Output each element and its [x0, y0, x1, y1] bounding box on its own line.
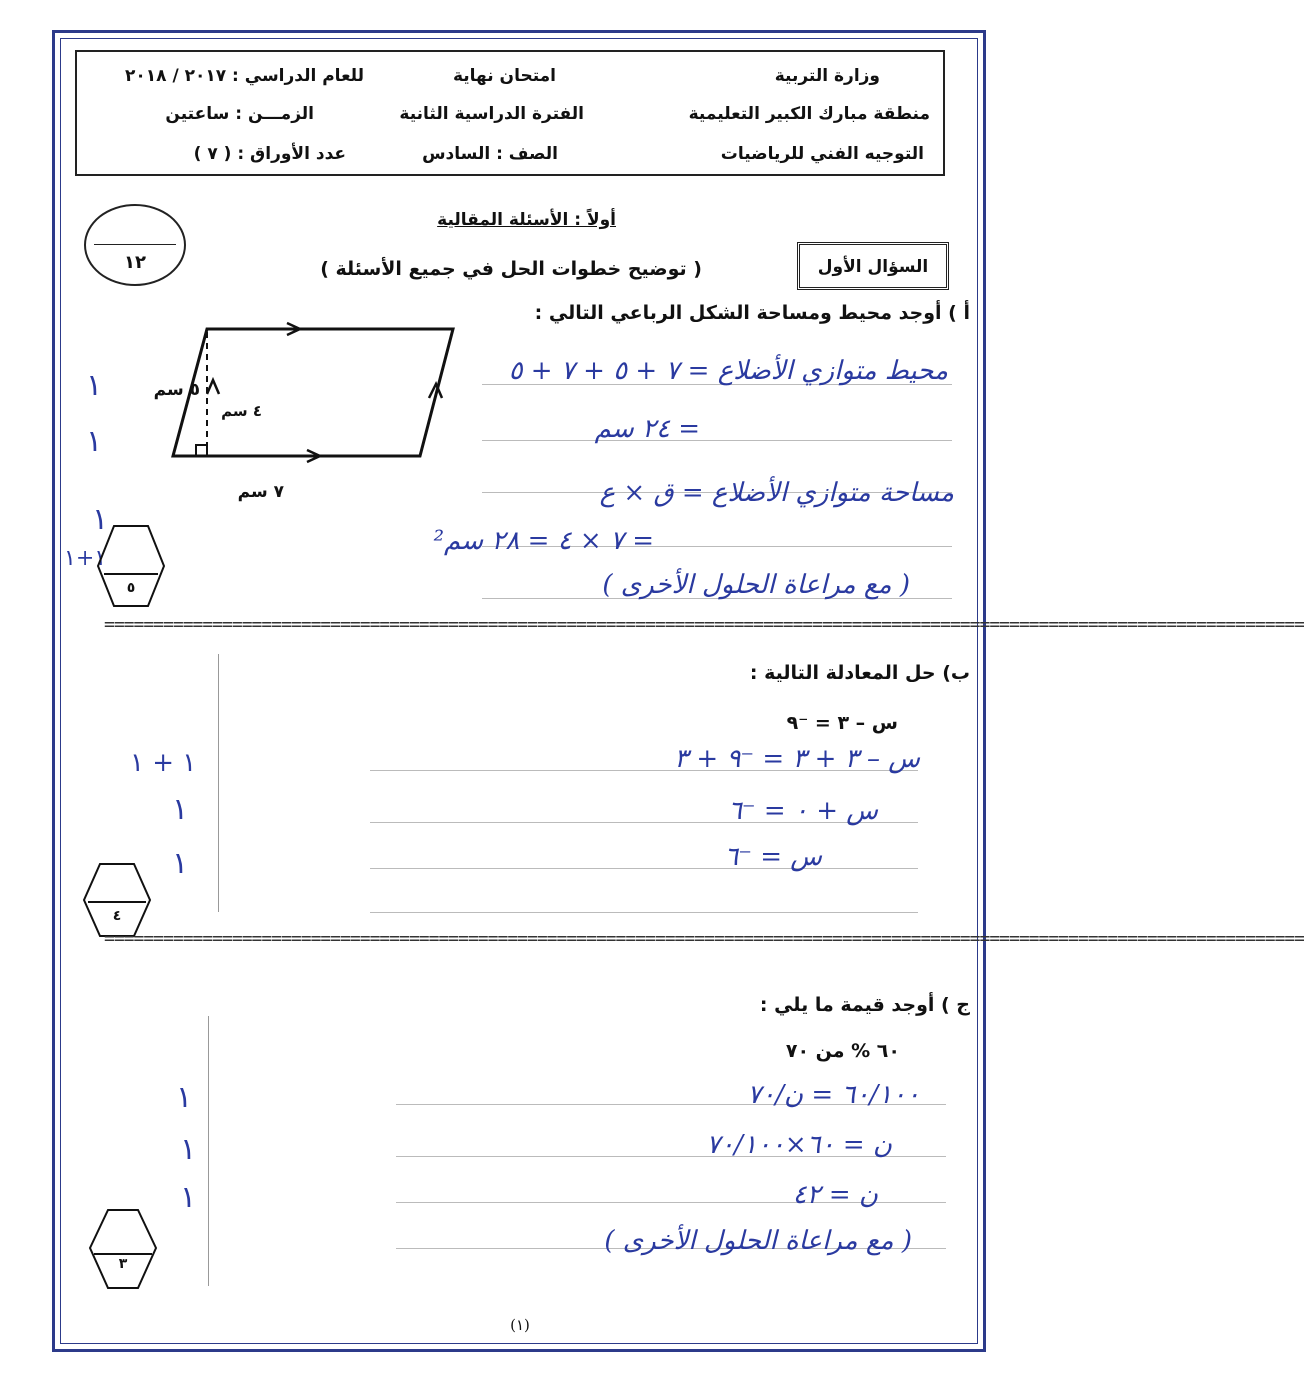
score-c: ٣: [118, 1256, 128, 1272]
q-b-work-step1: س – ٣ + ٣ = ⁻٩ + ٣: [674, 744, 920, 774]
grading-mark: ١+١: [64, 546, 107, 571]
q-b-work-step2: س + ٠ = ⁻٦: [727, 796, 878, 826]
q-a-note: ( مع مراعاة الحلول الأخرى ): [602, 570, 910, 600]
grading-mark: ١: [86, 424, 103, 459]
answer-line: [370, 912, 918, 913]
question-b-equation: س – ٣ = ⁻٩: [786, 712, 898, 734]
grading-mark: ١: [180, 1132, 197, 1167]
left-side-arrow: [207, 380, 219, 394]
score-hexagon-b: [82, 862, 152, 938]
grading-mark: ١: [86, 368, 103, 403]
page-number: (١): [510, 1316, 530, 1334]
q-c-work-result: ن = ٤٢: [792, 1180, 878, 1210]
grading-mark: ١: [180, 1180, 197, 1215]
exam-title: امتحان نهاية: [452, 66, 556, 86]
question-c-expression: ٦٠ % من ٧٠: [785, 1040, 900, 1062]
answer-line: [482, 440, 952, 441]
question-a-prompt: أ ) أوجد محيط ومساحة الشكل الرباعي التالي :: [534, 302, 970, 324]
margin-line: [208, 1016, 209, 1286]
question-b-prompt: ب) حل المعادلة التالية :: [749, 662, 970, 684]
grading-mark: ١: [92, 502, 109, 537]
height-label: ٤ سم: [221, 402, 262, 420]
grading-mark: ١ + ١: [130, 748, 197, 778]
ministry-label: وزارة التربية: [774, 66, 880, 86]
time-label: الزمـــن : ساعتين: [165, 104, 314, 124]
question-c-prompt: ج ) أوجد قيمة ما يلي :: [759, 994, 970, 1016]
margin-line: [218, 654, 219, 912]
q-c-note: ( مع مراعاة الحلول الأخرى ): [604, 1226, 912, 1256]
parallelogram-shape: [173, 329, 453, 456]
side-length-label: ٥ سم: [153, 380, 200, 400]
q-b-work-step3: س = ⁻٦: [724, 842, 822, 872]
q-a-work-area: مساحة متوازي الأضلاع = ق × ع: [599, 478, 954, 508]
question-label-box: [797, 242, 949, 290]
total-score: ١٢: [124, 252, 146, 273]
score-b: ٤: [112, 908, 122, 924]
grading-mark: ١: [172, 792, 189, 827]
score-hexagon-c: [88, 1208, 158, 1290]
base-label: ٧ سم: [237, 482, 284, 502]
grading-mark: ١: [176, 1080, 193, 1115]
year-label: للعام الدراسي : ٢٠١٧ / ٢٠١٨: [125, 66, 364, 86]
total-score-circle: [84, 204, 186, 286]
grade-label: الصف : السادس: [422, 144, 558, 164]
score-a: ٥: [126, 580, 136, 596]
parallelogram-figure: [165, 318, 465, 468]
zone-label: منطقة مبارك الكبير التعليمية: [688, 104, 930, 124]
q-a-work-perimeter-result: = ٢٤ سم: [594, 414, 700, 444]
q-a-work-area-result: = ٧ × ٤ = ٢٨ سم²: [433, 526, 654, 556]
grading-mark: ١: [172, 846, 189, 881]
answer-line: [370, 868, 918, 869]
period-label: الفترة الدراسية الثانية: [399, 104, 584, 124]
guidance-label: التوجيه الفني للرياضيات: [720, 144, 924, 164]
right-angle-marker: [196, 445, 207, 456]
section-separator: ==========================================================================================================================: [104, 928, 1304, 949]
instruction-text: ( توضيح خطوات الحل في جميع الأسئلة ): [320, 258, 702, 280]
sheets-label: عدد الأوراق : ( ٧ ): [193, 144, 346, 164]
score-divider: [94, 244, 176, 245]
question-label: السؤال الأول: [817, 257, 929, 277]
q-c-work-product: ن = ٦٠×٧٠/١٠٠: [706, 1130, 892, 1160]
q-a-work-perimeter: محيط متوازي الأضلاع = ٧ + ٥ + ٧ + ٥: [508, 356, 948, 386]
section-separator: ==========================================================================================================================: [104, 614, 1304, 635]
section-title: أولاً : الأسئلة المقالية: [437, 210, 616, 230]
q-c-work-proportion: ٦٠/١٠٠ = ن/٧٠: [747, 1080, 920, 1110]
